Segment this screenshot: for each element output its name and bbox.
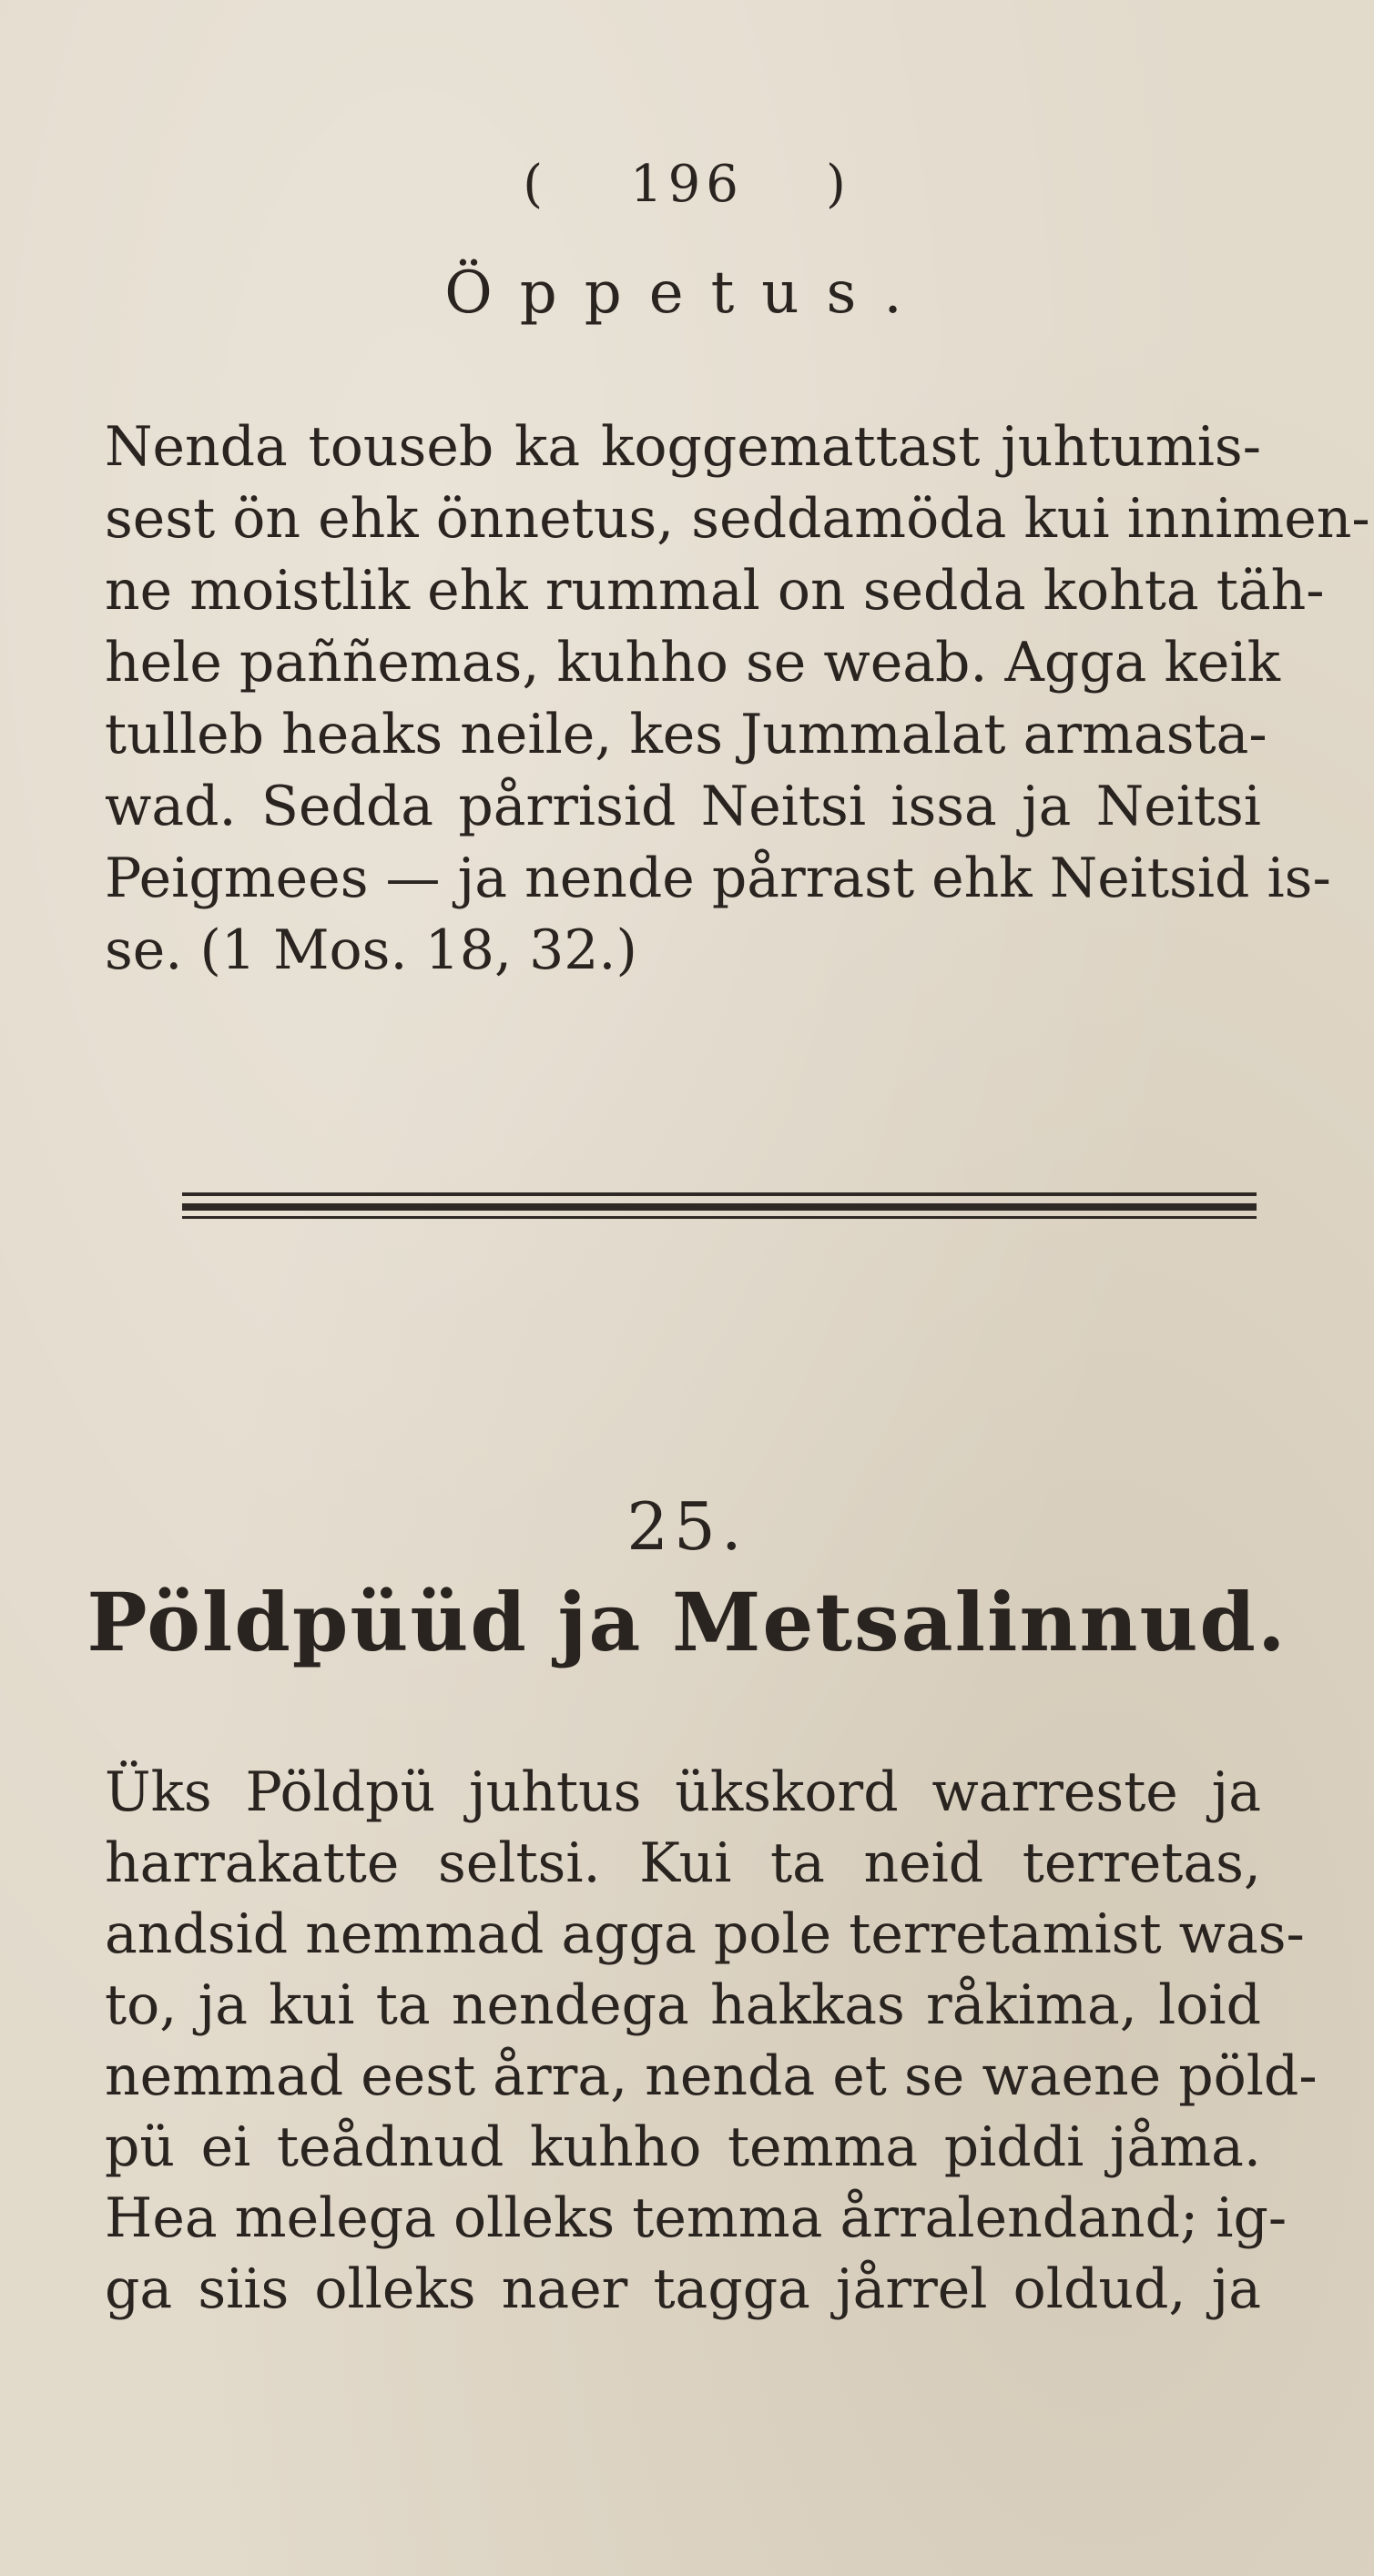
moral-line: Nenda touseb ka koggemattast juhtumis- xyxy=(105,415,1261,479)
fable-text xyxy=(105,1757,1318,2325)
close-paren: ) xyxy=(825,155,851,214)
fable-line: nemmad eest årra, nenda et se waene pöld- xyxy=(105,2044,1318,2108)
fable-title: Pöldpüüd ja Metsalinnud. xyxy=(87,1575,1287,1669)
moral-line: Peigmees — ja nende pårrast ehk Neitsid is- xyxy=(105,847,1331,910)
moral-line: se. (1 Mos. 18, 32.) xyxy=(105,918,637,982)
divider-rule xyxy=(182,1216,1257,1219)
fable-number: 25. xyxy=(626,1488,748,1565)
moral-line: ne moistlik ehk rummal on sedda kohta täh- xyxy=(105,559,1325,623)
divider-rule xyxy=(182,1192,1257,1196)
fable-line: ga siis olleks naer tagga jårrel oldud, ja xyxy=(105,2257,1261,2321)
moral-title: Öppetus. xyxy=(444,259,930,327)
moral-line: wad. Sedda pårrisid Neitsi issa ja Neitsi xyxy=(105,775,1261,838)
fable-line: pü ei teådnud kuhho temma piddi jåma. xyxy=(105,2115,1261,2179)
open-paren: ( xyxy=(523,155,549,214)
fable-line: andsid nemmad agga pole terretamist was- xyxy=(105,1902,1305,1966)
fable-line: Hea melega olleks temma årralendand; ig- xyxy=(105,2186,1287,2250)
fable-line: Üks Pöldpü juhtus ükskord warreste ja xyxy=(105,1760,1261,1824)
page-number: 196 xyxy=(630,155,744,214)
fable-line: to, ja kui ta nendega hakkas råkima, loid xyxy=(105,1973,1261,2037)
moral-line: hele paññemas, kuhho se weab. Agga keik xyxy=(105,631,1280,695)
moral-line: tulleb heaks neile, kes Jummalat armasta- xyxy=(105,703,1267,766)
page-number-header xyxy=(0,155,1374,214)
moral-text xyxy=(105,411,1370,987)
fable-line: harrakatte seltsi. Kui ta neid terretas, xyxy=(105,1831,1261,1895)
divider-rule xyxy=(182,1203,1257,1211)
moral-line: sest ön ehk önnetus, seddamöda kui innimen- xyxy=(105,487,1370,551)
